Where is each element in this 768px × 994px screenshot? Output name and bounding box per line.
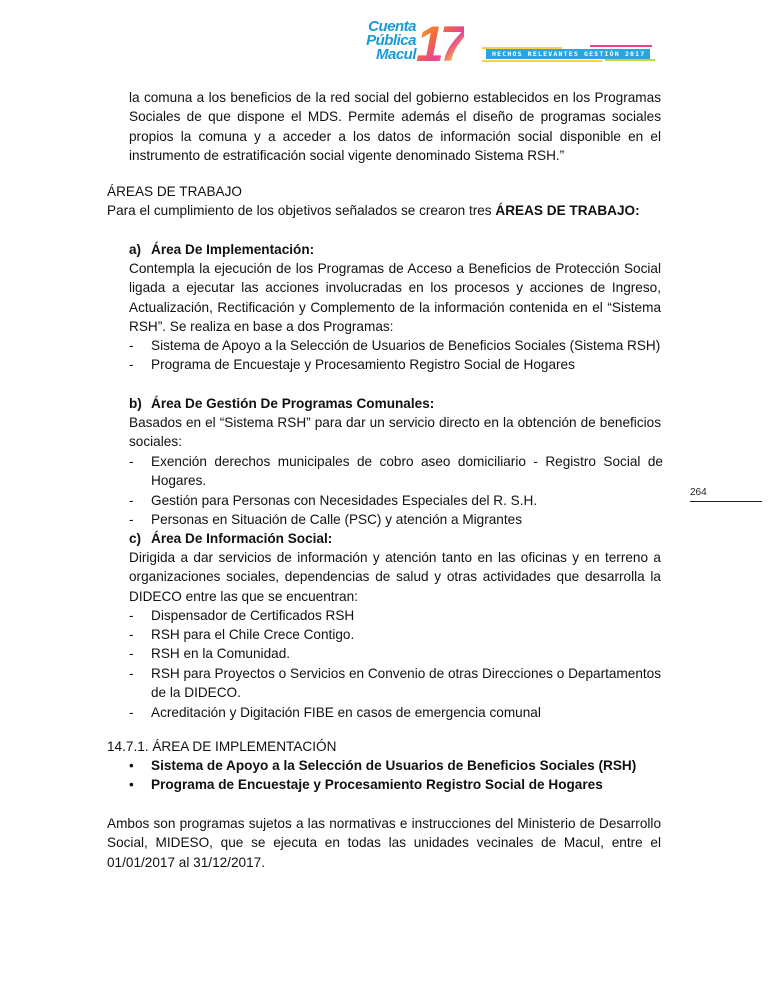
lead-bold-text: ÁREAS DE TRABAJO: <box>495 203 640 218</box>
list-item-text: RSH en la Comunidad. <box>151 646 291 661</box>
banner-text: HECHOS RELEVANTES GESTIÓN 2017 <box>492 50 646 58</box>
subsection-label: a) <box>129 242 142 257</box>
bullet-marker: • <box>129 777 134 792</box>
subsection-body-b: Basados en el “Sistema RSH” para dar un servicio directo en la obtención de beneficios sociales: <box>129 415 661 450</box>
page-number-rule <box>690 501 762 502</box>
banner-accent-line <box>605 59 655 61</box>
header-banner <box>480 44 665 66</box>
dash-marker: - <box>129 646 134 661</box>
list-item-text: Sistema de Apoyo a la Selección de Usuarios de Beneficios Sociales (Sistema RSH) <box>151 338 661 353</box>
logo-year-number: 17 <box>416 16 464 72</box>
list-item-text: Acreditación y Digitación FIBE en casos de emergencia comunal <box>151 705 541 720</box>
banner-accent-line <box>590 45 652 47</box>
dash-marker: - <box>129 454 134 469</box>
list-item-text: Exención derechos municipales de cobro aseo domiciliario - Registro Social de Hogares. <box>151 454 663 489</box>
intro-paragraph: la comuna a los beneficios de la red social del gobierno establecidos en los Programas Sociales de que dispone el MDS. Permite además el diseño de programas sociales propios la comuna y a acceder a los datos de información social disponible en el instrumento de estratificación social vigente denominado Sistema RSH.” <box>129 90 661 164</box>
dash-marker: - <box>129 512 134 527</box>
logo-wordmark <box>358 20 416 62</box>
dash-marker: - <box>129 666 134 681</box>
dash-marker: - <box>129 338 134 353</box>
logo-line-3: Macul <box>375 46 416 63</box>
list-item-text: RSH para Proyectos o Servicios en Convenio de otras Direcciones o Departamentos de la DIDECO. <box>151 666 662 701</box>
subsection-body-a: Contempla la ejecución de los Programas de Acceso a Beneficios de Protección Social ligada a ejecutar las acciones involucradas en los procesos y acciones de Ingreso, Actualización, Rectificación y Complemento de la información contenida en el “Sistema RSH”. Se realiza en base a dos Programas: <box>129 261 661 335</box>
bullet-marker: • <box>129 758 134 773</box>
banner-accent-line <box>482 60 602 62</box>
cuenta-publica-logo <box>358 16 473 72</box>
page-number: 264 <box>690 487 707 498</box>
section-lead <box>107 201 667 220</box>
section-title-areas: ÁREAS DE TRABAJO <box>107 184 242 199</box>
list-item-text: RSH para el Chile Crece Contigo. <box>151 627 355 642</box>
subsection-title: Área De Gestión De Programas Comunales: <box>151 396 435 411</box>
list-item-text: Programa de Encuestaje y Procesamiento Registro Social de Hogares <box>151 357 575 372</box>
section-heading-14-7-1: 14.7.1. ÁREA DE IMPLEMENTACIÓN <box>107 739 337 754</box>
bullet-item-text: Programa de Encuestaje y Procesamiento Registro Social de Hogares <box>151 777 603 792</box>
subsection-label: c) <box>129 531 142 546</box>
dash-marker: - <box>129 493 134 508</box>
dash-marker: - <box>129 705 134 720</box>
logo-line-2: Pública <box>366 32 416 49</box>
subsection-body-c: Dirigida a dar servicios de información y atención tanto en las oficinas y en terreno a organizaciones sociales, dependencias de salud y otras actividades que desarrolla la DIDECO entre las que se encuentran: <box>129 550 661 604</box>
dash-marker: - <box>129 627 134 642</box>
subsection-label: b) <box>129 396 142 411</box>
logo-line-1: Cuenta <box>368 18 416 35</box>
dash-marker: - <box>129 357 134 372</box>
list-item-text: Personas en Situación de Calle (PSC) y atención a Migrantes <box>151 512 523 527</box>
list-item-text: Gestión para Personas con Necesidades Especiales del R. S.H. <box>151 493 538 508</box>
closing-paragraph: Ambos son programas sujetos a las normativas e instrucciones del Ministerio de Desarrollo Social, MIDESO, que se ejecuta en todas las unidades vecinales de Macul, entre el 01/01/2017 al 31/12/2017. <box>107 816 661 870</box>
dash-marker: - <box>129 608 134 623</box>
subsection-title: Área De Implementación: <box>151 242 315 257</box>
subsection-title: Área De Información Social: <box>151 531 333 546</box>
list-item-text: Dispensador de Certificados RSH <box>151 608 355 623</box>
lead-text: Para el cumplimiento de los objetivos señalados se crearon tres <box>107 203 496 218</box>
bullet-item-text: Sistema de Apoyo a la Selección de Usuarios de Beneficios Sociales (RSH) <box>151 758 637 773</box>
